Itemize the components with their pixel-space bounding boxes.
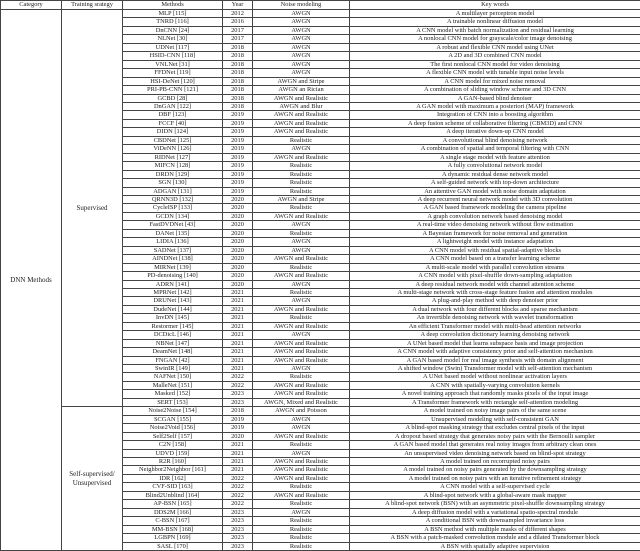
year-cell: 2021 bbox=[223, 356, 253, 364]
method-cell: SADNet [137] bbox=[123, 246, 223, 254]
year-cell: 2020 bbox=[223, 195, 253, 203]
key-words-cell: Integration of CNN into a boosting algorithm bbox=[350, 111, 640, 119]
noise-modeling-cell: AWGN bbox=[253, 69, 350, 77]
year-cell: 2018 bbox=[223, 52, 253, 60]
key-words-cell: A deep convolution dictionary learning denoising network bbox=[350, 331, 640, 339]
noise-modeling-cell: Realistic bbox=[253, 441, 350, 449]
header-methods: Methods bbox=[123, 1, 223, 10]
noise-modeling-cell: AWGN bbox=[253, 246, 350, 254]
year-cell: 2020 bbox=[223, 204, 253, 212]
noise-modeling-cell: Realistic bbox=[253, 136, 350, 144]
year-cell: 2019 bbox=[223, 136, 253, 144]
method-cell: SGN [130] bbox=[123, 179, 223, 187]
year-cell: 2012 bbox=[223, 10, 253, 18]
noise-modeling-cell: AWGN and Realistic bbox=[253, 255, 350, 263]
noise-modeling-cell: Realistic bbox=[253, 517, 350, 525]
method-cell: MLP [115] bbox=[123, 10, 223, 18]
noise-modeling-cell: AWGN and Stripe bbox=[253, 195, 350, 203]
noise-modeling-cell: AWGN and Realistic bbox=[253, 381, 350, 389]
year-cell: 2019 bbox=[223, 424, 253, 432]
method-cell: ADRN [141] bbox=[123, 280, 223, 288]
key-words-cell: A plug-and-play method with deep denoiser prior bbox=[350, 297, 640, 305]
noise-modeling-cell: AWGN and Realistic bbox=[253, 474, 350, 482]
method-cell: HSID-CNN [118] bbox=[123, 52, 223, 60]
key-words-cell: A self-guided network with top-down architecture bbox=[350, 179, 640, 187]
key-words-cell: An invertible denoising network with wavelet transformation bbox=[350, 314, 640, 322]
key-words-cell: A robust and flexible CNN model using UNet bbox=[350, 43, 640, 51]
noise-modeling-cell: AWGN and Realistic bbox=[253, 432, 350, 440]
method-cell: DCDicL [146] bbox=[123, 331, 223, 339]
year-cell: 2018 bbox=[223, 102, 253, 110]
method-cell: TNRD [116] bbox=[123, 18, 223, 26]
header-training-strategy: Training srategy bbox=[62, 1, 123, 10]
key-words-cell: A BSN with spatially adaptive supervision bbox=[350, 542, 640, 550]
method-cell: C-BSN [167] bbox=[123, 517, 223, 525]
year-cell: 2020 bbox=[223, 255, 253, 263]
noise-modeling-cell: AWGN and Realistic bbox=[253, 119, 350, 127]
key-words-cell: A deep fusion scheme of collaborative filtering (CBM3D) and CNN bbox=[350, 119, 640, 127]
year-cell: 2019 bbox=[223, 415, 253, 423]
noise-modeling-cell: AWGN and Realistic bbox=[253, 128, 350, 136]
key-words-cell: A model trained on recorrupted noisy pairs bbox=[350, 458, 640, 466]
noise-modeling-cell: AWGN bbox=[253, 43, 350, 51]
key-words-cell: A deep residual network model with channel attention scheme bbox=[350, 280, 640, 288]
noise-modeling-cell: AWGN and Realistic bbox=[253, 339, 350, 347]
noise-modeling-cell: AWGN bbox=[253, 238, 350, 246]
noise-modeling-cell: AWGN and Realistic bbox=[253, 356, 350, 364]
method-cell: Blind2Unblind [164] bbox=[123, 491, 223, 499]
key-words-cell: A CNN model with batch normalization and residual learning bbox=[350, 26, 640, 34]
method-cell: Noise2Noise [154] bbox=[123, 407, 223, 415]
noise-modeling-cell: AWGN and Realistic bbox=[253, 491, 350, 499]
key-words-cell: A convolutional blind denoising network bbox=[350, 136, 640, 144]
noise-modeling-cell: AWGN bbox=[253, 297, 350, 305]
key-words-cell: A blind-spot network (BSN) with an asymmetric pixel-shuffle downsampling strategy bbox=[350, 500, 640, 508]
key-words-cell: A fully convolutional network model bbox=[350, 162, 640, 170]
noise-modeling-cell: AWGN bbox=[253, 60, 350, 68]
table-body bbox=[1, 10, 640, 551]
year-cell: 2019 bbox=[223, 145, 253, 153]
method-cell: AP-BSN [165] bbox=[123, 500, 223, 508]
method-cell: Masked [152] bbox=[123, 390, 223, 398]
year-cell: 2020 bbox=[223, 212, 253, 220]
method-cell: RIDNet [127] bbox=[123, 153, 223, 161]
method-cell: ViDeNN [126] bbox=[123, 145, 223, 153]
year-cell: 2023 bbox=[223, 517, 253, 525]
noise-modeling-cell: AWGN an Rician bbox=[253, 86, 350, 94]
key-words-cell: A CNN model with residual spatial-adaptive blocks bbox=[350, 246, 640, 254]
method-cell: SCGAN [155] bbox=[123, 415, 223, 423]
noise-modeling-cell: Realistic bbox=[253, 288, 350, 296]
year-cell: 2021 bbox=[223, 331, 253, 339]
method-cell: LGBPN [169] bbox=[123, 534, 223, 542]
year-cell: 2017 bbox=[223, 35, 253, 43]
method-cell: MPRNet [142] bbox=[123, 288, 223, 296]
noise-modeling-cell: AWGN and Realistic bbox=[253, 94, 350, 102]
year-cell: 2021 bbox=[223, 288, 253, 296]
year-cell: 2018 bbox=[223, 94, 253, 102]
key-words-cell: A 2D and 3D combined CNN model bbox=[350, 52, 640, 60]
method-cell: SwinIR [149] bbox=[123, 365, 223, 373]
year-cell: 2021 bbox=[223, 305, 253, 313]
key-words-cell: A multilayer perceptron model bbox=[350, 10, 640, 18]
method-cell: Self2Self [157] bbox=[123, 432, 223, 440]
noise-modeling-cell: AWGN and Realistic bbox=[253, 153, 350, 161]
key-words-cell: A multi-stage network with cross-stage feature fusion and attention modules bbox=[350, 288, 640, 296]
year-cell: 2021 bbox=[223, 441, 253, 449]
noise-modeling-cell: AWGN and Realistic bbox=[253, 348, 350, 356]
noise-modeling-cell: AWGN bbox=[253, 52, 350, 60]
method-cell: C2N [158] bbox=[123, 441, 223, 449]
key-words-cell: A nonlocal CNN model for grayscale/color image denoising bbox=[350, 35, 640, 43]
method-cell: FNGAN [42] bbox=[123, 356, 223, 364]
noise-modeling-cell: AWGN and Realistic bbox=[253, 305, 350, 313]
key-words-cell: A deep iterative down-up CNN model bbox=[350, 128, 640, 136]
year-cell: 2022 bbox=[223, 381, 253, 389]
noise-modeling-cell: Realistic bbox=[253, 204, 350, 212]
key-words-cell: A flexible CNN model with tunable input noise levels bbox=[350, 69, 640, 77]
method-cell: Restormer [145] bbox=[123, 322, 223, 330]
noise-modeling-cell: Realistic bbox=[253, 314, 350, 322]
key-words-cell: A CNN model based on a transfer learning scheme bbox=[350, 255, 640, 263]
year-cell: 2020 bbox=[223, 263, 253, 271]
method-cell: DRUNet [143] bbox=[123, 297, 223, 305]
key-words-cell: A trainable nonlinear diffusion model bbox=[350, 18, 640, 26]
key-words-cell: A dual network with four different blocks and sparse mechanism bbox=[350, 305, 640, 313]
year-cell: 2023 bbox=[223, 390, 253, 398]
header-row bbox=[1, 1, 640, 10]
key-words-cell: A GAN model with maximum a posteriori (MAP) framework bbox=[350, 102, 640, 110]
noise-modeling-cell: AWGN and Realistic bbox=[253, 272, 350, 280]
key-words-cell: A combination of spatial and temporal filtering with CNN bbox=[350, 145, 640, 153]
training-strategy-cell: Supervised bbox=[62, 10, 123, 407]
key-words-cell: A CNN model with pixel-shuffle down-sampling adaptation bbox=[350, 272, 640, 280]
year-cell: 2019 bbox=[223, 179, 253, 187]
year-cell: 2020 bbox=[223, 246, 253, 254]
year-cell: 2021 bbox=[223, 466, 253, 474]
noise-modeling-cell: AWGN bbox=[253, 508, 350, 516]
year-cell: 2019 bbox=[223, 119, 253, 127]
key-words-cell: A GAN-based blind denoiser bbox=[350, 94, 640, 102]
table-row bbox=[1, 407, 640, 415]
key-words-cell: The first nonlocal CNN model for video denoising bbox=[350, 60, 640, 68]
method-cell: GCBD [28] bbox=[123, 94, 223, 102]
key-words-cell: A lightweight model with instance adaptation bbox=[350, 238, 640, 246]
method-cell: LIDIA [136] bbox=[123, 238, 223, 246]
method-cell: DnCNN [24] bbox=[123, 26, 223, 34]
training-strategy-cell: Self-supervised/ Unsupervised bbox=[62, 407, 123, 551]
key-words-cell: A dynamic residual dense network model bbox=[350, 170, 640, 178]
method-cell: CBDNet [125] bbox=[123, 136, 223, 144]
method-cell: CycleISP [133] bbox=[123, 204, 223, 212]
noise-modeling-cell: Realistic bbox=[253, 373, 350, 381]
method-cell: DnGAN [122] bbox=[123, 102, 223, 110]
method-cell: NAFNet [150] bbox=[123, 373, 223, 381]
method-cell: SASL [170] bbox=[123, 542, 223, 550]
method-cell: Noise2Void [156] bbox=[123, 424, 223, 432]
method-cell: MIFCN [128] bbox=[123, 162, 223, 170]
method-cell: QRNN3D [132] bbox=[123, 195, 223, 203]
key-words-cell: A single stage model with feature attention bbox=[350, 153, 640, 161]
year-cell: 2019 bbox=[223, 111, 253, 119]
year-cell: 2021 bbox=[223, 339, 253, 347]
method-cell: DudeNet [144] bbox=[123, 305, 223, 313]
key-words-cell: A blind-spot masking strategy that excludes central pixels of the input bbox=[350, 424, 640, 432]
key-words-cell: A model trained on noisy pairs generated by the downsampling strategy bbox=[350, 466, 640, 474]
key-words-cell: A multi-scale model with parallel convolution streams bbox=[350, 263, 640, 271]
year-cell: 2019 bbox=[223, 187, 253, 195]
method-cell: DANet [135] bbox=[123, 229, 223, 237]
noise-modeling-cell: AWGN bbox=[253, 18, 350, 26]
key-words-cell: A deep diffusion model with a variational spatio-spectral module bbox=[350, 508, 640, 516]
noise-modeling-cell: Realistic bbox=[253, 187, 350, 195]
key-words-cell: A dropout based strategy that generates noisy pairs with the Bernoulli sampler bbox=[350, 432, 640, 440]
noise-modeling-cell: AWGN and Realistic bbox=[253, 458, 350, 466]
year-cell: 2018 bbox=[223, 407, 253, 415]
method-cell: PD-denoising [140] bbox=[123, 272, 223, 280]
year-cell: 2018 bbox=[223, 60, 253, 68]
year-cell: 2023 bbox=[223, 534, 253, 542]
noise-modeling-cell: AWGN and Realistic bbox=[253, 212, 350, 220]
year-cell: 2023 bbox=[223, 398, 253, 406]
header-category: Category bbox=[1, 1, 62, 10]
year-cell: 2021 bbox=[223, 322, 253, 330]
key-words-cell: A GAN based model for real image synthesis with domain alignment bbox=[350, 356, 640, 364]
noise-modeling-cell: AWGN bbox=[253, 331, 350, 339]
method-cell: SERT [153] bbox=[123, 398, 223, 406]
key-words-cell: A conditional BSN with downsampled invariance loss bbox=[350, 517, 640, 525]
noise-modeling-cell: AWGN and Realistic bbox=[253, 111, 350, 119]
noise-modeling-cell: Realistic bbox=[253, 229, 350, 237]
key-words-cell: A combination of sliding window scheme and 3D CNN bbox=[350, 86, 640, 94]
method-cell: NLNet [30] bbox=[123, 35, 223, 43]
year-cell: 2020 bbox=[223, 229, 253, 237]
year-cell: 2020 bbox=[223, 238, 253, 246]
method-cell: IDR [162] bbox=[123, 474, 223, 482]
key-words-cell: A graph convolution network based denoising model bbox=[350, 212, 640, 220]
method-cell: DIDN [124] bbox=[123, 128, 223, 136]
noise-modeling-cell: AWGN bbox=[253, 10, 350, 18]
noise-modeling-cell: AWGN bbox=[253, 449, 350, 457]
method-cell: MalleNet [151] bbox=[123, 381, 223, 389]
header-key-words: Key words bbox=[350, 1, 640, 10]
noise-modeling-cell: AWGN and Realistic bbox=[253, 390, 350, 398]
noise-modeling-cell: AWGN bbox=[253, 26, 350, 34]
noise-modeling-cell: Realistic bbox=[253, 170, 350, 178]
key-words-cell: A CNN model with adaptive consistency prior and self-attention mechanism bbox=[350, 348, 640, 356]
method-cell: AINDNet [138] bbox=[123, 255, 223, 263]
noise-modeling-cell: Realistic bbox=[253, 525, 350, 533]
header-noise-modeling: Noise modeling bbox=[253, 1, 350, 10]
method-cell: FFDNet [119] bbox=[123, 69, 223, 77]
year-cell: 2022 bbox=[223, 483, 253, 491]
noise-modeling-cell: Realistic bbox=[253, 162, 350, 170]
year-cell: 2020 bbox=[223, 272, 253, 280]
method-cell: VNLNet [31] bbox=[123, 60, 223, 68]
method-cell: CVF-SID [163] bbox=[123, 483, 223, 491]
key-words-cell: A CNN model for mixed noise removal bbox=[350, 77, 640, 85]
year-cell: 2020 bbox=[223, 221, 253, 229]
noise-modeling-cell: AWGN bbox=[253, 365, 350, 373]
method-cell: Neighbor2Neighbor [161] bbox=[123, 466, 223, 474]
method-cell: DDS2M [166] bbox=[123, 508, 223, 516]
noise-modeling-cell: AWGN bbox=[253, 424, 350, 432]
method-cell: HSI-DeNet [120] bbox=[123, 77, 223, 85]
noise-modeling-cell: AWGN and Blur bbox=[253, 102, 350, 110]
noise-modeling-cell: AWGN bbox=[253, 221, 350, 229]
year-cell: 2018 bbox=[223, 43, 253, 51]
key-words-cell: A UNet based model without nonlinear activation layers bbox=[350, 373, 640, 381]
year-cell: 2017 bbox=[223, 26, 253, 34]
year-cell: 2022 bbox=[223, 474, 253, 482]
method-cell: MIRNet [139] bbox=[123, 263, 223, 271]
method-cell: InvDN [145] bbox=[123, 314, 223, 322]
key-words-cell: A deep recurrent neural network model with 3D convolution bbox=[350, 195, 640, 203]
year-cell: 2021 bbox=[223, 348, 253, 356]
noise-modeling-cell: Realistic bbox=[253, 179, 350, 187]
key-words-cell: An efficient Transformer model with multi-head attention networks bbox=[350, 322, 640, 330]
key-words-cell: A model trained on noisy pairs with an iterative refinement strategy bbox=[350, 474, 640, 482]
method-cell: UDNet [117] bbox=[123, 43, 223, 51]
key-words-cell: A Transformer framework with rectangle self-attention modeling bbox=[350, 398, 640, 406]
year-cell: 2018 bbox=[223, 77, 253, 85]
year-cell: 2018 bbox=[223, 69, 253, 77]
header-year: Year bbox=[223, 1, 253, 10]
method-cell: GCDN [134] bbox=[123, 212, 223, 220]
year-cell: 2023 bbox=[223, 525, 253, 533]
key-words-cell: A real-time video denoising network without flow estimation bbox=[350, 221, 640, 229]
noise-modeling-cell: AWGN bbox=[253, 35, 350, 43]
method-cell: FastDVDNet [43] bbox=[123, 221, 223, 229]
key-words-cell: A CNN model with a self-supervised cycle bbox=[350, 483, 640, 491]
key-words-cell: A CNN with spatially-varying convolution kernels bbox=[350, 381, 640, 389]
noise-modeling-cell: Realistic bbox=[253, 263, 350, 271]
method-cell: DRDN [129] bbox=[123, 170, 223, 178]
key-words-cell: Unsupervised modeling with self-consistent GAN bbox=[350, 415, 640, 423]
method-cell: R2R [160] bbox=[123, 458, 223, 466]
noise-modeling-cell: AWGN and Realistic bbox=[253, 466, 350, 474]
method-cell: ADGAN [131] bbox=[123, 187, 223, 195]
method-cell: FCCF [40] bbox=[123, 119, 223, 127]
year-cell: 2022 bbox=[223, 500, 253, 508]
year-cell: 2019 bbox=[223, 170, 253, 178]
key-words-cell: A blind-spot network with a global-aware mask mapper bbox=[350, 491, 640, 499]
noise-modeling-cell: AWGN, Mixed and Realistic bbox=[253, 398, 350, 406]
key-words-cell: A BSN with a patch-masked convolution module and a dilated Transformer block bbox=[350, 534, 640, 542]
year-cell: 2021 bbox=[223, 314, 253, 322]
key-words-cell: A model trained on noisy image pairs of the same scene bbox=[350, 407, 640, 415]
year-cell: 2019 bbox=[223, 162, 253, 170]
noise-modeling-cell: AWGN and Realistic bbox=[253, 322, 350, 330]
year-cell: 2018 bbox=[223, 86, 253, 94]
key-words-cell: An unsupervised video denoising network based on blind-spot strategy bbox=[350, 449, 640, 457]
year-cell: 2023 bbox=[223, 508, 253, 516]
key-words-cell: A novel training approach that randomly masks pixels of the input image bbox=[350, 390, 640, 398]
key-words-cell: A shifted window (Swin) Transformer model with self-attention mechanism bbox=[350, 365, 640, 373]
noise-modeling-cell: AWGN bbox=[253, 145, 350, 153]
year-cell: 2020 bbox=[223, 280, 253, 288]
year-cell: 2021 bbox=[223, 449, 253, 457]
method-cell: MM-BSN [168] bbox=[123, 525, 223, 533]
category-cell: DNN Methods bbox=[1, 10, 62, 551]
key-words-cell: A UNet based model that learns subspace basis and image projection bbox=[350, 339, 640, 347]
noise-modeling-cell: Realistic bbox=[253, 534, 350, 542]
method-cell: UDVD [159] bbox=[123, 449, 223, 457]
method-cell: DBF [123] bbox=[123, 111, 223, 119]
year-cell: 2022 bbox=[223, 373, 253, 381]
noise-modeling-cell: AWGN and Stripe bbox=[253, 77, 350, 85]
year-cell: 2016 bbox=[223, 18, 253, 26]
year-cell: 2021 bbox=[223, 365, 253, 373]
noise-modeling-cell: AWGN bbox=[253, 280, 350, 288]
method-cell: PRI-PB-CNN [121] bbox=[123, 86, 223, 94]
table-row bbox=[1, 10, 640, 18]
method-cell: DeamNet [148] bbox=[123, 348, 223, 356]
key-words-cell: An attentive GAN model with noise domain adaptation bbox=[350, 187, 640, 195]
key-words-cell: A GAN based framework modeling the camera pipeline bbox=[350, 204, 640, 212]
year-cell: 2022 bbox=[223, 491, 253, 499]
key-words-cell: A Bayesian framework for noise removal and generation bbox=[350, 229, 640, 237]
year-cell: 2020 bbox=[223, 432, 253, 440]
noise-modeling-cell: Realistic bbox=[253, 483, 350, 491]
year-cell: 2021 bbox=[223, 458, 253, 466]
noise-modeling-cell: Realistic bbox=[253, 542, 350, 550]
year-cell: 2019 bbox=[223, 153, 253, 161]
key-words-cell: A GAN based model that generates real noisy images from arbitrary clean ones bbox=[350, 441, 640, 449]
year-cell: 2021 bbox=[223, 297, 253, 305]
year-cell: 2023 bbox=[223, 542, 253, 550]
noise-modeling-cell: AWGN bbox=[253, 415, 350, 423]
noise-modeling-cell: AWGN and Poisson bbox=[253, 407, 350, 415]
noise-modeling-cell: Realistic bbox=[253, 500, 350, 508]
key-words-cell: A BSN method with multiple masks of different shapes bbox=[350, 525, 640, 533]
method-cell: NBNet [147] bbox=[123, 339, 223, 347]
year-cell: 2019 bbox=[223, 128, 253, 136]
